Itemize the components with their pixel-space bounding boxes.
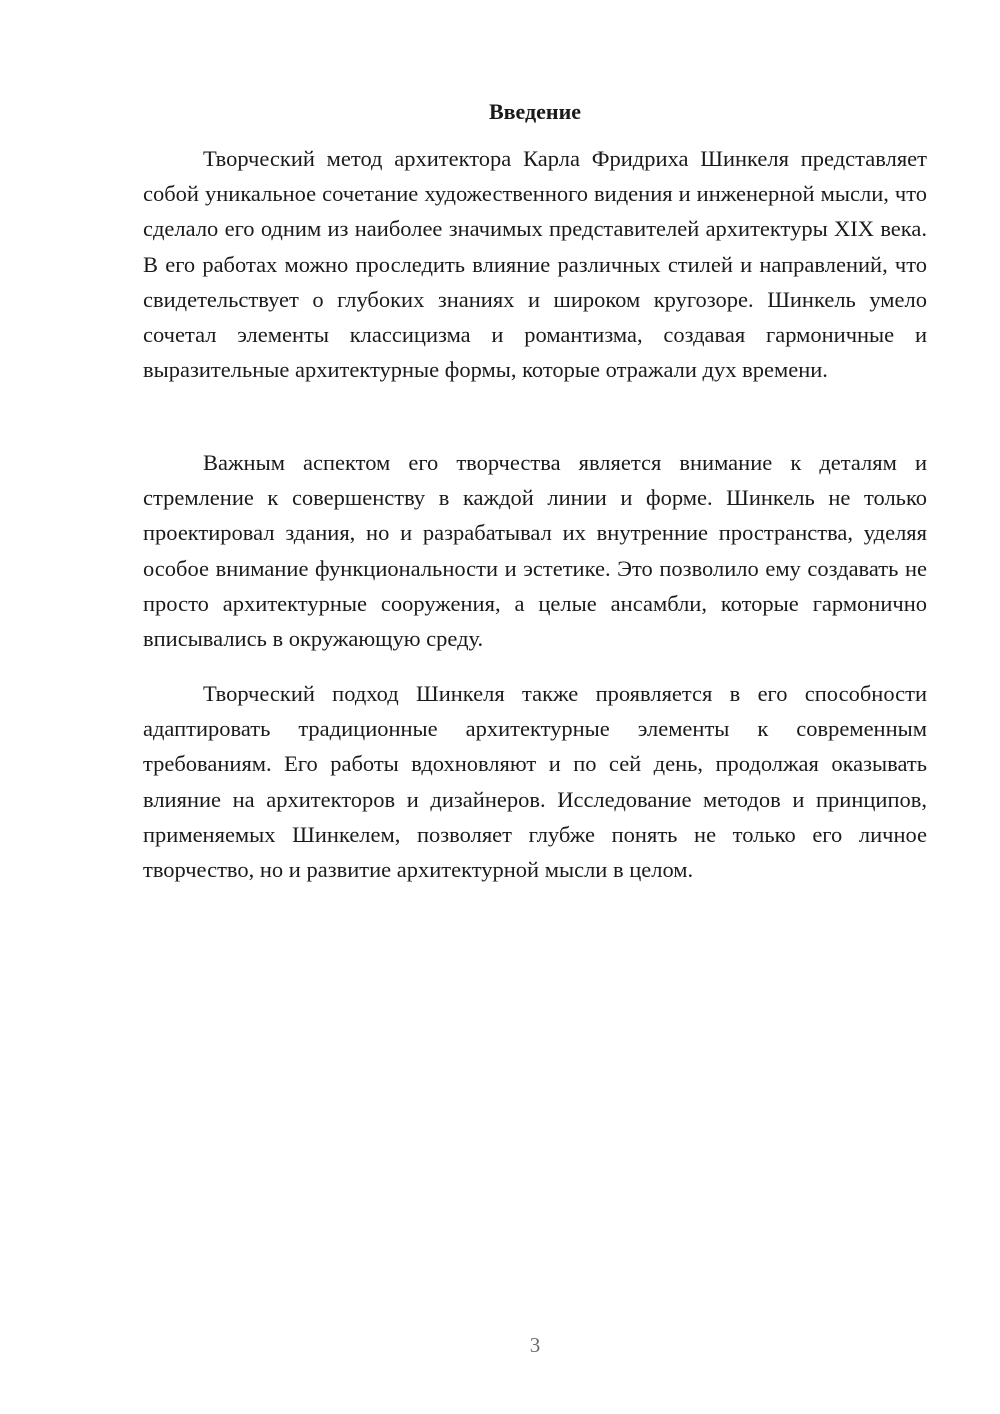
- page-number: 3: [529, 1333, 541, 1357]
- section-heading: Введение: [488, 99, 582, 124]
- paragraph-1: Творческий метод архитектора Карла Фридриха Шинкеля представляет собой уникальное сочетание художественного видения и инженерной мысли, что сделало его одним из наиболее значимых представителей архитектуры XIX века. В его работах можно проследить влияние различных стилей и направлений, что свидетельствует о глубоких знаниях и широком кругозоре. Шинкель умело сочетал элементы классицизма и романтизма, создавая гармоничные и выразительные архитектурные формы, которые отражали дух времени.: [143, 146, 927, 383]
- paragraph-2: Важным аспектом его творчества является внимание к деталям и стремление к совершенству в каждой линии и форме. Шинкель не только проектировал здания, но и разрабатывал их внутренние пространства, уделяя особое внимание функциональности и эстетике. Это позволило ему создавать не просто архитектурные сооружения, а целые ансамбли, которые гармонично вписывались в окружающую среду.: [143, 450, 927, 652]
- paragraph-3: Творческий подход Шинкеля также проявляется в его способности адаптировать традиционные архитектурные элементы к современным требованиям. Его работы вдохновляют и по сей день, продолжая оказывать влияние на архитекторов и дизайнеров. Исследование методов и принципов, применяемых Шинкелем, позволяет глубже понять не только его личное творчество, но и развитие архитектурной мысли в целом.: [143, 681, 927, 883]
